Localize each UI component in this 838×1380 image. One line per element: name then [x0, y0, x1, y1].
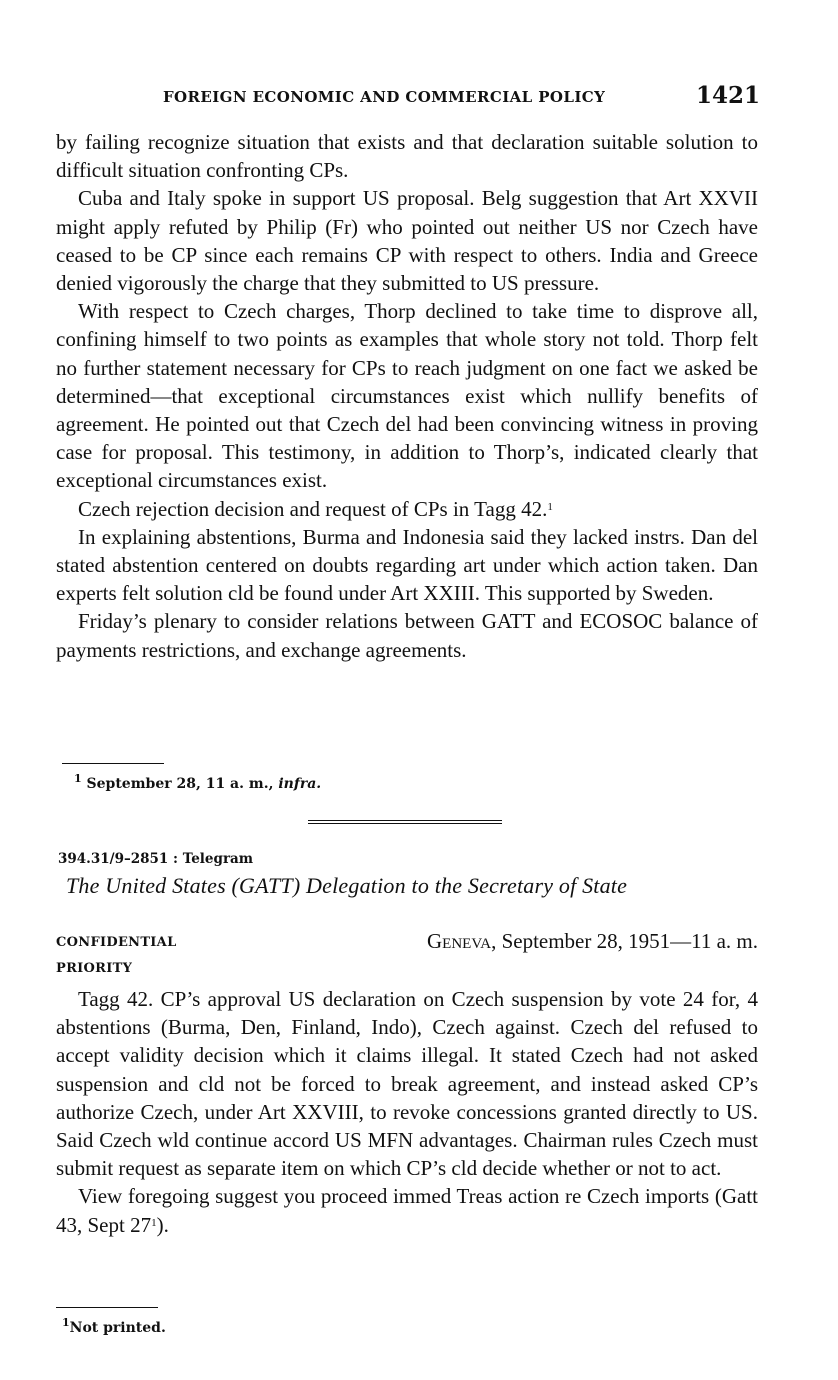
paragraph: Friday’s plenary to consider relations between GATT and ECOSOC balance of payments restrictions, and exchange agreements. — [56, 609, 758, 662]
paragraph: Cuba and Italy spoke in support US proposal. Belg suggestion that Art XXVII might apply refuted by Philip (Fr) who pointed out neither US nor Czech have ceased to be CP since each remains CP with respect to others. India and Greece denied vigorously the charge that they submitted to US pressure. — [56, 186, 758, 296]
classification: CONFIDENTIAL — [56, 935, 177, 950]
footnote-rule — [62, 763, 164, 764]
footnote-reference: 1 — [151, 1216, 157, 1229]
section-separator — [308, 820, 502, 824]
document-title: The United States (GATT) Delegation to the Secretary of State — [66, 873, 628, 898]
paragraph-with-footnote-ref: View foregoing suggest you proceed immed Treas action re Czech imports (Gatt 43, Sept $27^1$). — [56, 1184, 758, 1237]
telegram-body — [56, 985, 758, 1239]
paragraph: by failing recognize situation that exists and that declaration suitable solution to difficult situation confronting CPs. — [56, 130, 758, 183]
footnote-marker: 1 — [74, 772, 82, 785]
footnote: $^1$Not printed. — [62, 1316, 166, 1336]
dateline: Geneva, September 28, 1951—11 a. m. — [427, 929, 758, 953]
running-head: FOREIGN ECONOMIC AND COMMERCIAL POLICY — [163, 88, 606, 106]
paragraph-with-footnote-ref: Czech rejection decision and request of CPs in Tagg 42.$^1$ — [78, 496, 553, 521]
paragraph: With respect to Czech charges, Thorp declined to take time to disprove all, confining himself to two points as examples that whole story not told. Thorp felt no further statement necessary for CPs to reach judgment on one fact we asked be determined—that exceptional circumstances exist which nullify benefits of agreement. He pointed out that Czech del had been convincing witness in proving case for proposal. This testimony, in addition to Thorp’s, indicated clearly that exceptional circumstances exist. — [56, 299, 758, 493]
page-number: 1421 — [695, 82, 760, 109]
footnote-marker: 1 — [62, 1316, 70, 1329]
footnote-rule — [56, 1307, 158, 1308]
priority-marking: PRIORITY — [56, 961, 133, 976]
section-body-1 — [56, 128, 758, 664]
dateline-place: Geneva — [427, 929, 492, 953]
footnote-reference: 1 — [547, 500, 553, 513]
paragraph: Tagg 42. CP’s approval US declaration on Czech suspension by vote 24 for, 4 abstentions (Burma, Den, Finland, Indo), Czech against. Czech del refused to accept validity decision which it claims illegal. It stated Czech had not asked suspension and cld not be forced to break agreement, and instead asked CP’s authorize Czech, under Art XXVIII, to revoke concessions granted directly to US. Said Czech wld continue accord US MFN advantages. Chairman rules Czech must submit request as separate item on which CP’s cld decide whether or not to act. — [56, 987, 758, 1181]
page-header — [163, 82, 760, 112]
file-reference: 394.31/9–2851 : Telegram — [58, 851, 254, 867]
footnote: $^1$ September 28, 11 a. m., infra. — [74, 772, 322, 792]
paragraph: In explaining abstentions, Burma and Indonesia said they lacked instrs. Dan del stated abstention centered on doubts regarding art under which action taken. Dan experts felt solution cld be found under Art XXIII. This supported by Sweden. — [56, 524, 758, 606]
classification-line — [56, 929, 758, 957]
